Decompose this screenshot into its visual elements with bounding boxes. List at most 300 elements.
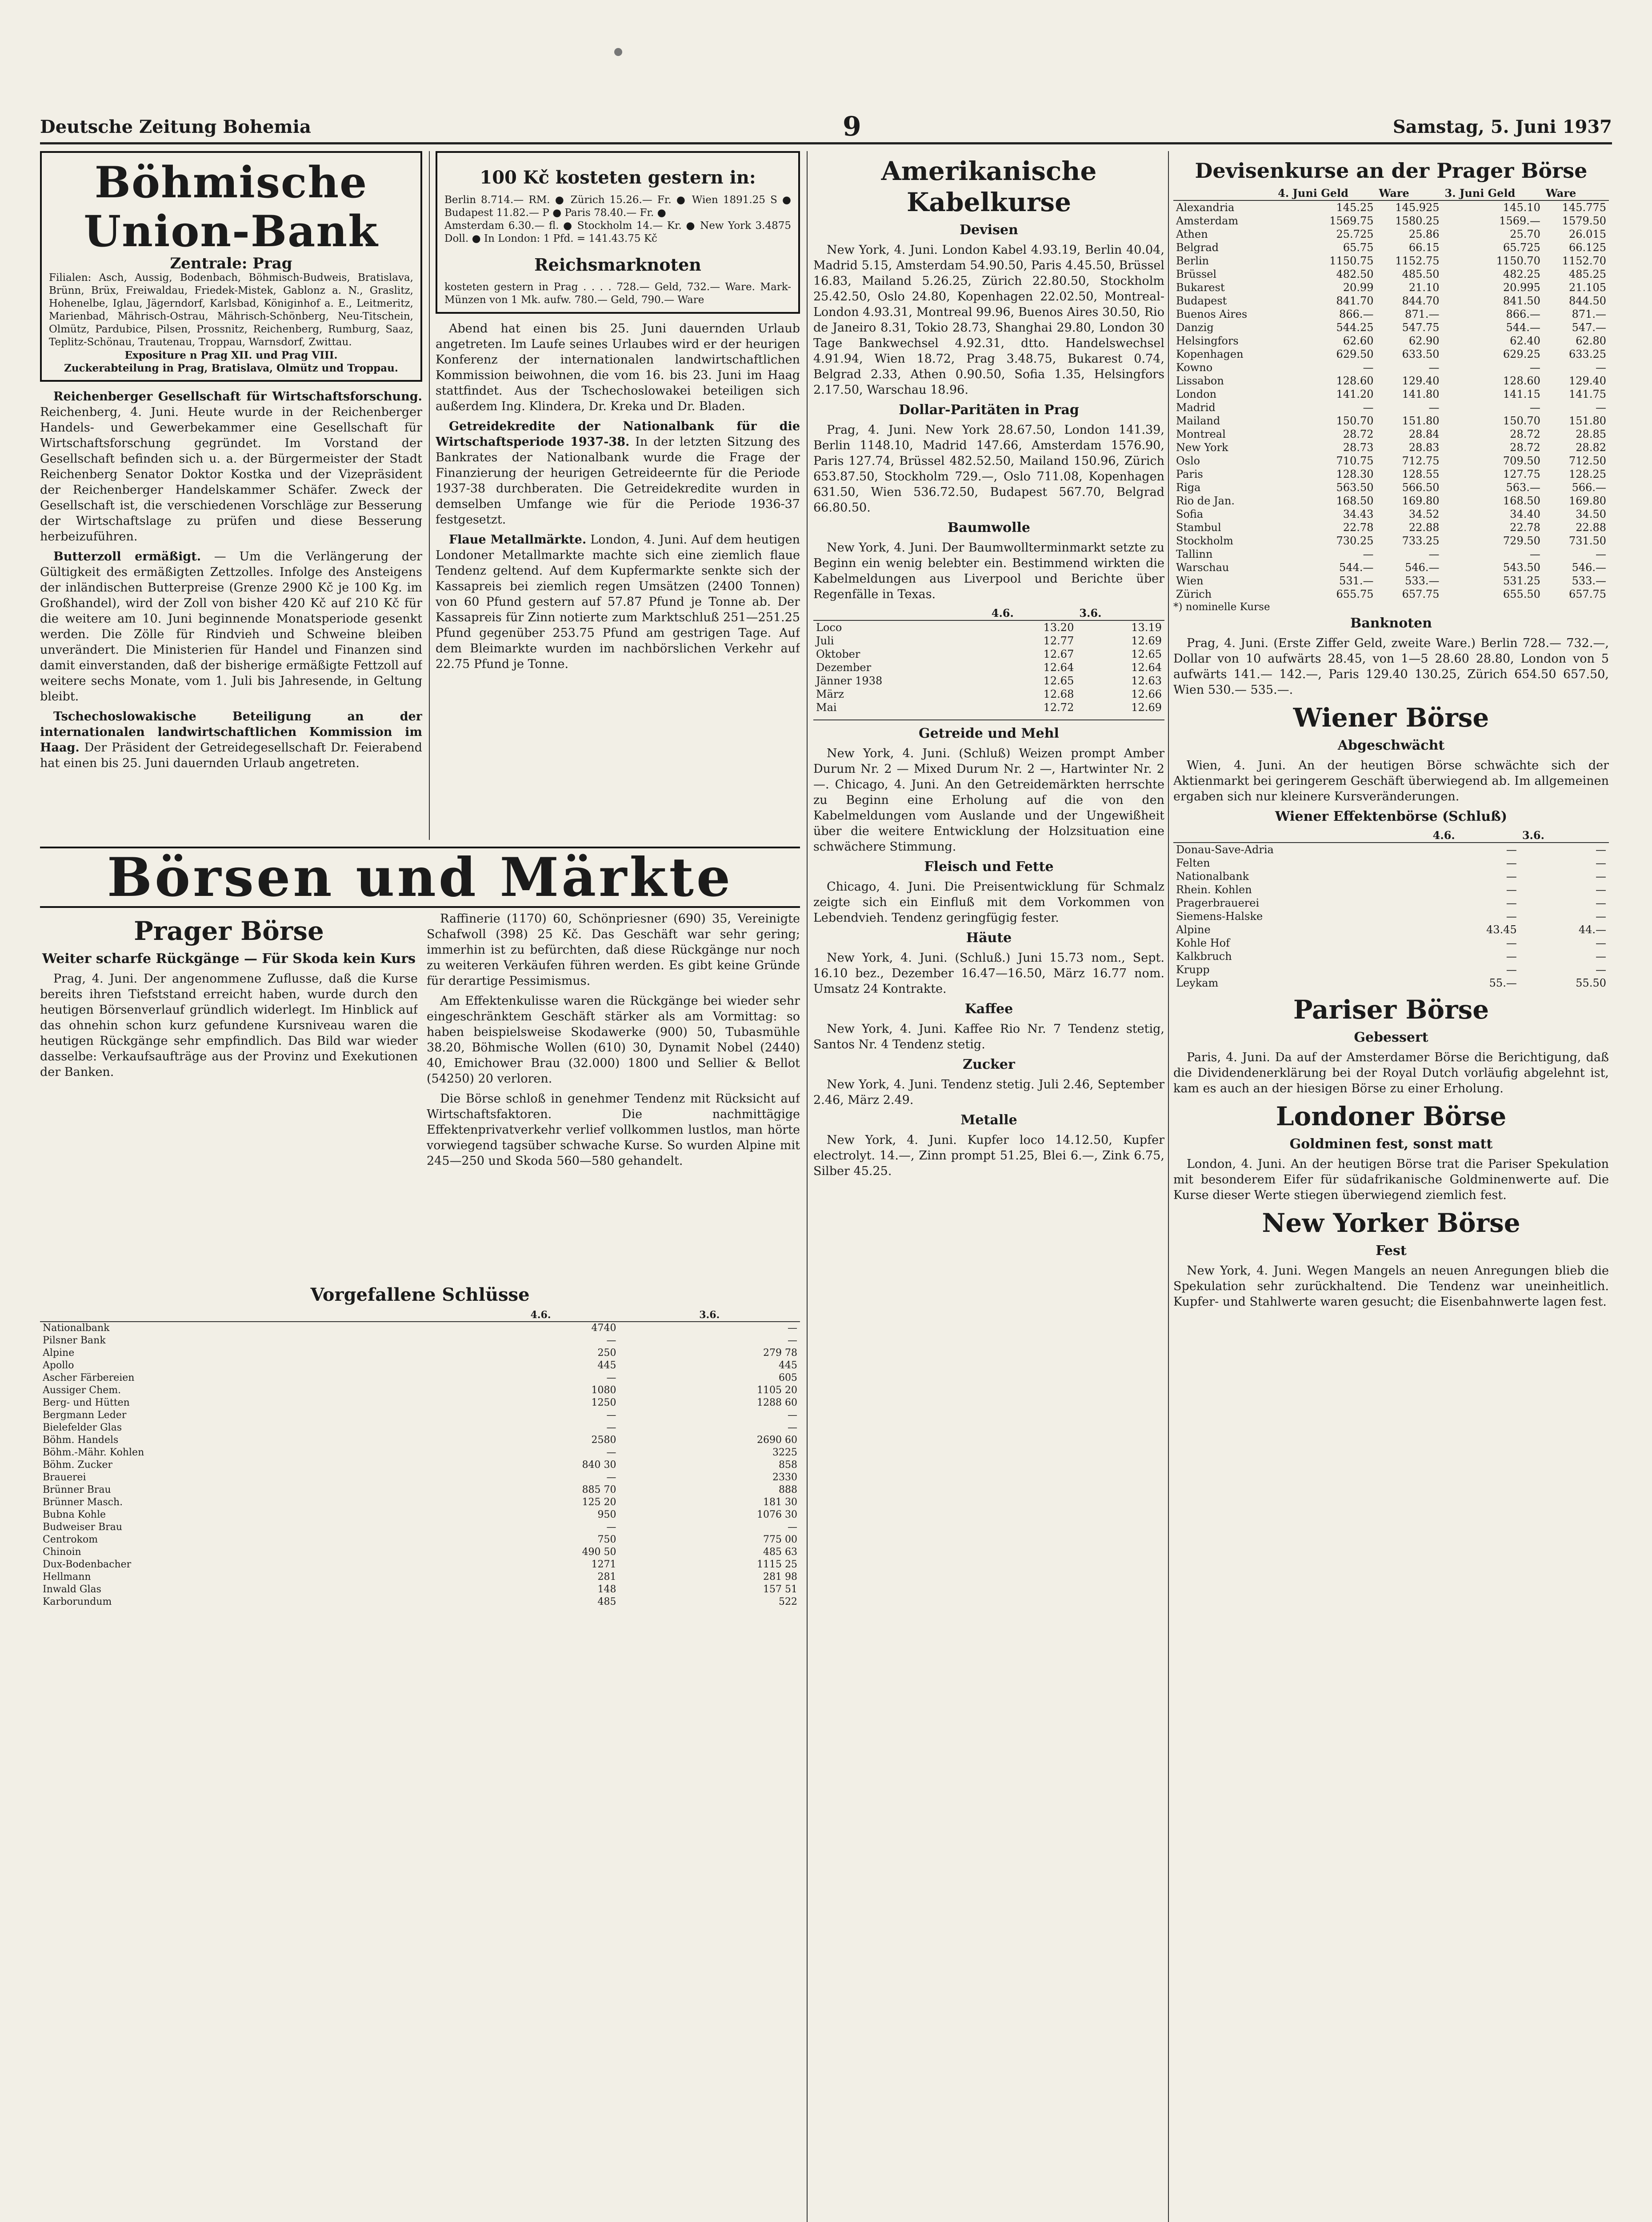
table-row	[1173, 241, 1609, 254]
table-row	[1173, 963, 1609, 976]
table-cell: 250	[597, 1347, 616, 1359]
table-title: Vorgefallene Schlüsse	[310, 1284, 530, 1305]
table-cell: London	[1176, 388, 1217, 400]
table-cell: 1076 30	[757, 1509, 797, 1520]
table-cell: —	[1596, 910, 1606, 923]
table-cell: —	[1596, 963, 1606, 976]
table-cell: Böhm.-Mähr. Kohlen	[43, 1447, 144, 1458]
table-cell: Zürich	[1176, 588, 1212, 600]
table-cell: Rhein. Kohlen	[1176, 883, 1252, 896]
table-cell: 633.25	[1569, 348, 1606, 360]
table-cell: 1569.—	[1499, 215, 1540, 227]
article-paragraph: Raffinerie (1170) 60, Schönpriesner (690) 35, Vereinigte Schafwoll (398) 25 Kč. Das Geschäft war sehr gering; immerhin ist zu befürchten, daß diese Rückgänge nur noch zu weiteren Verkäufen führen werden. Es gibt keine Gründe für derartige Pessimismus.	[427, 912, 800, 988]
table-cell: 1580.25	[1395, 215, 1440, 227]
table-cell: Aussiger Chem.	[43, 1385, 121, 1396]
table-cell: —	[1506, 937, 1517, 949]
table-cell: Böhm. Zucker	[43, 1459, 113, 1471]
table-cell: —	[1363, 548, 1374, 560]
table-cell: 866.—	[1339, 308, 1374, 320]
table-cell: —	[1596, 897, 1606, 909]
table-cell: 2690 60	[757, 1435, 797, 1446]
column-rule	[1168, 151, 1169, 2222]
reichsmark-text: kosteten gestern in Prag . . . . 728.— Geld, 732.— Ware. Mark-Münzen von 1 Mk. aufw. 780.— Geld, 790.— Ware	[444, 281, 791, 306]
london-head: Londoner Börse	[1276, 1101, 1507, 1131]
table-cell: 66.15	[1408, 241, 1440, 254]
table-cell: 750	[597, 1534, 616, 1545]
nyb-head: New Yorker Börse	[1262, 1208, 1520, 1238]
table-cell: 151.80	[1569, 415, 1606, 427]
table-cell: 1569.75	[1329, 215, 1374, 227]
column-2	[436, 151, 800, 840]
bank-ad-zucker: Zuckerabteilung in Prag, Bratislava, Olmütz und Troppau.	[64, 362, 398, 374]
baumwolle-head: Baumwolle	[947, 520, 1031, 536]
table-row	[813, 687, 1164, 701]
table-cell: 1288 60	[757, 1397, 797, 1408]
table-cell: —	[1506, 857, 1517, 869]
table-row	[1173, 870, 1609, 883]
table-cell: Dux-Bodenbacher	[43, 1559, 132, 1570]
table-row	[40, 1384, 800, 1397]
table-cell: Montreal	[1176, 428, 1226, 440]
currency-table	[1173, 187, 1609, 601]
article-paragraph: Prag, 4. Juni. (Erste Ziffer Geld, zweite Ware.) Berlin 728.— 732.—, Dollar von 10 aufwärts 28.45, von 1—5 28.60 28.80, London von 5 aufwärts 141.— 142.—, Paris 129.40 130.25, Zürich 654.50 657.50, Wien 530.— 535.—.	[1173, 636, 1609, 697]
table-cell: 531.—	[1339, 575, 1374, 587]
table-cell: Krupp	[1176, 963, 1210, 976]
table-row	[40, 1546, 800, 1559]
table-row	[813, 701, 1164, 714]
table-cell: Böhm. Handels	[43, 1435, 119, 1446]
table-row	[1173, 334, 1609, 348]
table-cell: Kopenhagen	[1176, 348, 1244, 360]
table-row	[40, 1347, 800, 1359]
table-cell: 150.70	[1503, 415, 1540, 427]
kabelkurse-head: Amerikanische Kabelkurse	[881, 156, 1097, 217]
table-cell: 547.—	[1572, 321, 1606, 334]
article-paragraph: Chicago, 4. Juni. Die Preisentwicklung für Schmalz zeigte sich ein Einfluß mit dem Vorkommen von Lebendvieh. Tendenz geringfügig fester.	[813, 880, 1164, 925]
table-row	[40, 1583, 800, 1596]
table-cell: —	[1596, 843, 1606, 856]
article-paragraph: Am Effektenkulisse waren die Rückgänge bei wieder sehr eingeschränktem Geschäft stärker als am Vormittag: so haben beispielsweise Skodawerke (900) 50, Tubasmühle 38.20, Böhmische Wollen (610) 30, Dynamit Nobel (2440) 40, Emichower Brau (32.000) 1800 und Sellier & Bellot (54250) 20 verloren.	[427, 994, 800, 1086]
table-cell: 1579.50	[1562, 215, 1606, 227]
table-cell: 490 50	[582, 1547, 616, 1558]
table-row	[40, 1571, 800, 1583]
table-cell: 871.—	[1405, 308, 1440, 320]
table-row	[40, 1559, 800, 1571]
table-header-cell	[40, 1309, 463, 1322]
bank-ad-title: Böhmische Union-Bank	[84, 157, 379, 256]
column-1	[40, 151, 422, 840]
table-row	[40, 1496, 800, 1509]
table-cell: 733.25	[1402, 535, 1440, 547]
table-row	[40, 1471, 800, 1484]
table-cell: 1250	[591, 1397, 616, 1408]
table-cell: 25.70	[1510, 228, 1540, 240]
table-cell: Budapest	[1176, 295, 1227, 307]
table-cell: Apollo	[43, 1360, 74, 1371]
table-cell: Warschau	[1176, 561, 1229, 574]
table-cell: —	[1596, 548, 1606, 560]
kabelkurse-sub: Devisen	[960, 222, 1018, 238]
table-cell: 22.88	[1576, 521, 1606, 534]
table-cell: Mai	[816, 701, 837, 714]
table-cell: 20.995	[1503, 281, 1540, 294]
table-row	[1173, 468, 1609, 481]
table-cell: 1080	[591, 1385, 616, 1396]
table-cell: —	[606, 1335, 616, 1346]
table-cell: 141.20	[1336, 388, 1374, 400]
table-row	[813, 674, 1164, 687]
getreide-head: Getreide und Mehl	[919, 726, 1059, 741]
table-cell: 844.50	[1569, 295, 1606, 307]
table-cell: Sofia	[1176, 508, 1204, 520]
table-cell: 12.68	[1043, 688, 1074, 700]
masthead	[40, 111, 1612, 144]
table-cell: 281 98	[763, 1571, 797, 1583]
table-cell: 44.—	[1578, 923, 1606, 936]
table-cell: Buenos Aires	[1176, 308, 1248, 320]
table-cell: Madrid	[1176, 401, 1216, 414]
table-cell: —	[1596, 361, 1606, 374]
table-cell: 4740	[591, 1323, 616, 1334]
table-cell: 533.—	[1572, 575, 1606, 587]
table-row	[40, 1422, 800, 1434]
table-cell: 629.50	[1336, 348, 1374, 360]
table-cell: —	[1596, 937, 1606, 949]
article-paragraph: Reichenberger Gesellschaft für Wirtschaftsforschung. Reichenberg, 4. Juni. Heute wurde in der Reichenberger Handels- und Gewerbekammer eine Gesellschaft für Wirtschaftsforschung gegründet. Im Vorstand der Gesellschaft befinden sich u. a. der Bürgermeister der Stadt Reichenberg Senator Doktor Kostka und der Vizepräsident der Reichenberger Handelskammer Schäfer. Zweck der Gesellschaft ist, die verschiedenen Vorschläge zur Besserung der Wirtschaftslage zu prüfen und diese Besserung herbeizuführen.	[40, 390, 422, 544]
table-cell: 522	[779, 1596, 797, 1607]
table-header-cell: 3.6.	[619, 1309, 800, 1322]
table-cell: Ascher Färbereien	[43, 1372, 135, 1383]
table-header-cell: Ware	[1376, 187, 1442, 200]
table-cell: Belgrad	[1176, 241, 1219, 254]
table-row	[813, 634, 1164, 647]
table-cell: —	[1506, 950, 1517, 963]
table-cell: Nationalbank	[43, 1323, 110, 1334]
table-cell: 28.85	[1576, 428, 1606, 440]
table-cell: Budweiser Brau	[43, 1522, 123, 1533]
table-cell: —	[1529, 361, 1540, 374]
table-cell: 445	[597, 1360, 616, 1371]
effekten-table	[1173, 829, 1609, 990]
table-cell: 128.60	[1336, 375, 1374, 387]
dollar-head: Dollar-Paritäten in Prag	[899, 402, 1079, 418]
table-cell: 730.25	[1336, 535, 1374, 547]
table-cell: Juli	[816, 635, 834, 647]
bank-ad-branches: Filialen: Asch, Aussig, Bodenbach, Böhmisch-Budweis, Bratislava, Brünn, Brüx, Freiwaldau, Friedek-Mistek, Gablonz a. N., Graslitz, Hohenelbe, Iglau, Jägerndorf, Karlsbad, Königinhof a. E., Leitmeritz, Marienbad, Mährisch-Ostrau, Mährisch-Schönberg, Neu-Titschein, Olmütz, Pardubice, Pilsen, Prossnitz, Reichenberg, Rumburg, Saaz, Teplitz-Schönau, Trautenau, Troppau, Warnsdorf, Zwittau.	[49, 272, 413, 348]
table-row	[1173, 281, 1609, 294]
table-cell: —	[1529, 401, 1540, 414]
wiener-sub: Abgeschwächt	[1337, 738, 1445, 753]
table-cell: Bubna Kohle	[43, 1509, 106, 1520]
stock-table	[40, 1309, 800, 1608]
table-cell: 62.90	[1408, 335, 1440, 347]
article-paragraph: New York, 4. Juni. (Schluß) Weizen prompt Amber Durum Nr. 2 — Mixed Durum Nr. 2 —, Hartwinter Nr. 2 —. Chicago, 4. Juni. An den Getreidemärkten herrschte zu Beginn eine Erholung auf die von den Kabelmeldungen vom Auslande und der Ungewißheit über die weitere Entwicklung der Holzsituation eine schwächere Stimmung.	[813, 747, 1164, 854]
table-cell: Kalkbruch	[1176, 950, 1232, 963]
table-cell: Dezember	[816, 661, 872, 674]
table-cell: —	[1596, 401, 1606, 414]
masthead-date: Samstag, 5. Juni 1937	[1392, 116, 1612, 137]
table-cell: Lissabon	[1176, 375, 1224, 387]
table-cell: Bielefelder Glas	[43, 1422, 122, 1433]
table-cell: Berlin	[1176, 255, 1209, 267]
table-cell: 21.105	[1569, 281, 1606, 294]
table-cell: 1152.75	[1395, 255, 1440, 267]
table-cell: 485	[597, 1596, 616, 1607]
london-sub: Goldminen fest, sonst matt	[1289, 1136, 1493, 1152]
table-cell: Mailand	[1176, 415, 1220, 427]
table-cell: —	[788, 1323, 797, 1334]
table-cell: 62.60	[1343, 335, 1374, 347]
table-cell: 28.83	[1408, 441, 1440, 454]
table-cell: 145.10	[1503, 201, 1540, 214]
table-cell: 546.—	[1572, 561, 1606, 574]
table-row	[1173, 843, 1609, 856]
table-cell: Bergmann Leder	[43, 1410, 127, 1421]
table-cell: 20.99	[1343, 281, 1374, 294]
table-cell: 3225	[772, 1447, 797, 1458]
table-cell: Inwald Glas	[43, 1584, 101, 1595]
table-row	[813, 620, 1164, 634]
table-cell: —	[1506, 910, 1517, 923]
table-cell: Rio de Jan.	[1176, 495, 1235, 507]
table-row	[40, 1434, 800, 1447]
wiener-head: Wiener Börse	[1293, 703, 1489, 733]
table-cell: 66.125	[1569, 241, 1606, 254]
article-paragraph: Die Börse schloß in genehmer Tendenz mit Rücksicht auf Wirtschaftsfaktoren. Die nachmittägige Effektenprivatverkehr verlief vollkommen lustlos, man hörte vorwiegend tagsüber schwache Kurse. So wurden Alpine mit 245—250 und Skoda 560—580 gehandelt.	[427, 1092, 800, 1168]
effekten-head: Wiener Effektenbörse (Schluß)	[1275, 809, 1508, 824]
table-header-cell	[1173, 829, 1430, 843]
table-cell: Amsterdam	[1176, 215, 1239, 227]
table-cell: 840 30	[582, 1459, 616, 1471]
table-cell: Hellmann	[43, 1571, 91, 1583]
table-cell: 13.20	[1043, 621, 1074, 634]
table-cell: 12.67	[1043, 648, 1074, 660]
table-row	[1173, 494, 1609, 508]
cotton-table	[813, 607, 1164, 714]
table-cell: Athen	[1176, 228, 1208, 240]
table-cell: 844.70	[1402, 295, 1440, 307]
table-cell: Alpine	[1176, 923, 1211, 936]
article-paragraph: Paris, 4. Juni. Da auf der Amsterdamer Börse die Berichtigung, daß die Dividendenerklärung bei der Royal Dutch vorläufig abgelehnt ist, kam es auch an der hiesigen Börse zu einer Erholung.	[1173, 1051, 1609, 1095]
zucker-head: Zucker	[963, 1057, 1015, 1072]
table-cell: —	[606, 1447, 616, 1458]
article-paragraph: New York, 4. Juni. London Kabel 4.93.19, Berlin 40.04, Madrid 5.15, Amsterdam 54.90.50, Paris 4.45.50, Brüssel 16.83, Mailand 5.26.25, Zürich 22.80.50, Stockholm 25.42.50, Oslo 24.80, Kopenhagen 22.02.50, Montreal-London 4.93.31, Montreal 99.96, Buenos Aires 30.50, Rio de Janeiro 8.31, Tokio 28.73, Shanghai 29.80, London 30 Tage Bankwechsel 4.92.31, dtto. Handelswechsel 4.91.94, Wien 18.72, Prag 3.48.75, Bukarest 0.74, Belgrad 2.33, Athen 0.90.50, Sofia 1.35, Helsingfors 2.17.50, Warschau 18.96.	[813, 243, 1164, 397]
table-row	[1173, 896, 1609, 910]
table-cell: Bukarest	[1176, 281, 1225, 294]
table-cell: 141.15	[1503, 388, 1540, 400]
table-cell: Brüssel	[1176, 268, 1217, 280]
prager-head: Prager Börse	[134, 916, 324, 946]
table-cell: 657.75	[1569, 588, 1606, 600]
table-cell: 181 30	[763, 1497, 797, 1508]
table-row	[1173, 910, 1609, 923]
table-cell: Berg- und Hütten	[43, 1397, 130, 1408]
article-paragraph: New York, 4. Juni. Kaffee Rio Nr. 7 Tendenz stetig, Santos Nr. 4 Tendenz stetig.	[813, 1022, 1164, 1051]
table-row	[40, 1397, 800, 1409]
column-rule	[807, 151, 808, 2222]
table-cell: 25.725	[1336, 228, 1374, 240]
table-row	[1173, 374, 1609, 388]
table-cell: 1115 25	[757, 1559, 797, 1570]
devisenkurse-head: Devisenkurse an der Prager Börse	[1195, 159, 1588, 183]
table-cell: 141.80	[1402, 388, 1440, 400]
table-cell: 775 00	[763, 1534, 797, 1545]
table-cell: 543.50	[1503, 561, 1540, 574]
table-cell: Wien	[1176, 575, 1204, 587]
reichsmark-head: Reichsmarknoten	[534, 255, 701, 275]
table-cell: 1271	[591, 1559, 616, 1570]
table-cell: 55.50	[1576, 977, 1606, 989]
table-cell: 22.88	[1408, 521, 1440, 534]
table-cell: 125 20	[582, 1497, 616, 1508]
table-header-cell: 3.6.	[1076, 607, 1164, 620]
table-cell: 21.10	[1408, 281, 1440, 294]
haute-head: Häute	[966, 930, 1012, 946]
table-row	[1173, 321, 1609, 334]
table-cell: 62.80	[1576, 335, 1606, 347]
column-4	[1173, 151, 1609, 2222]
table-cell: —	[606, 1472, 616, 1483]
table-cell: 712.50	[1569, 455, 1606, 467]
table-cell: —	[1506, 963, 1517, 976]
article-paragraph: Abend hat einen bis 25. Juni dauernden Urlaub angetreten. Im Laufe seines Urlaubes wird er der heurigen Konferenz der internationalen landwirtschaftlichen Kommission beiwohnen, die vom 16. bis 23. Juni im Haag stattfindet. Aus der Tschechoslowakei beteiligen sich außerdem Ing. Klindera, Dr. Kreka und Dr. Bladen.	[436, 322, 800, 413]
table-cell: —	[606, 1422, 616, 1433]
bank-ad-expositur: Expositure n Prag XII. und Prag VIII.	[124, 349, 338, 361]
table-header-cell	[1173, 187, 1275, 200]
table-cell: —	[788, 1335, 797, 1346]
article-paragraph: New York, 4. Juni. Der Baumwollterminmarkt setzte zu Beginn ein wenig belebter ein. Bestimmend wirkten die Kabelmeldungen aus Liverpool und Berichte über Regenfälle in Texas.	[813, 541, 1164, 601]
table-row	[1173, 950, 1609, 963]
masthead-paper-name: Deutsche Zeitung Bohemia	[40, 116, 311, 137]
table-row	[40, 1484, 800, 1496]
table-row	[1173, 976, 1609, 990]
article-paragraph: London, 4. Juni. An der heutigen Börse trat die Pariser Spekulation mit besonderem Eifer für südafrikanische Goldminenwerte auf. Die Kurse dieser Werte stiegen überwiegend ziemlich fest.	[1173, 1157, 1609, 1202]
table-cell: März	[816, 688, 844, 700]
table-cell: 141.75	[1569, 388, 1606, 400]
table-header-cell: 3. Juni Geld	[1442, 187, 1543, 200]
table-row	[1173, 401, 1609, 414]
article-paragraph: Tschechoslowakische Beteiligung an der internationalen landwirtschaftlichen Kommission im Haag. Der Präsident der Getreidegesellschaft Dr. Feierabend hat einen bis 25. Juni dauernden Urlaub angetreten.	[40, 710, 422, 770]
table-cell: 1150.75	[1329, 255, 1374, 267]
table-cell: Brauerei	[43, 1472, 86, 1483]
nyb-sub: Fest	[1376, 1243, 1407, 1259]
paris-sub: Gebessert	[1354, 1030, 1428, 1045]
table-row	[1173, 521, 1609, 534]
table-cell: 128.25	[1569, 468, 1606, 480]
table-cell: Oktober	[816, 648, 860, 660]
table-cell: 28.73	[1343, 441, 1374, 454]
table-header-cell: 4.6.	[1430, 829, 1520, 843]
table-row	[1173, 587, 1609, 601]
table-cell: 12.65	[1043, 675, 1074, 687]
closing-prices-table	[40, 1284, 800, 1608]
table-cell: 12.64	[1131, 661, 1162, 674]
table-cell: 145.925	[1395, 201, 1440, 214]
table-cell: 1105 20	[757, 1385, 797, 1396]
table-row	[1173, 214, 1609, 228]
table-cell: New York	[1176, 441, 1228, 454]
table-cell: 34.40	[1510, 508, 1540, 520]
table-row	[1173, 388, 1609, 401]
table-row	[40, 1534, 800, 1546]
punch-hole-mark	[614, 48, 622, 56]
table-row	[1173, 856, 1609, 870]
table-row	[1173, 441, 1609, 454]
table-cell: 12.63	[1131, 675, 1162, 687]
table-cell: Chinoin	[43, 1547, 81, 1558]
table-cell: 841.70	[1336, 295, 1374, 307]
table-cell: 531.25	[1503, 575, 1540, 587]
table-cell: 888	[779, 1484, 797, 1495]
table-cell: 28.82	[1576, 441, 1606, 454]
table-row	[813, 647, 1164, 661]
prager-sub: Weiter scharfe Rückgänge — Für Skoda kein Kurs	[42, 951, 416, 967]
exchange-box-head: 100 Kč kosteten gestern in:	[480, 167, 756, 188]
table-cell: 2580	[591, 1435, 616, 1446]
table-cell: 544.—	[1339, 561, 1374, 574]
table-cell: —	[788, 1410, 797, 1421]
table-cell: 168.50	[1336, 495, 1374, 507]
table-cell: 1150.70	[1496, 255, 1540, 267]
table-row	[1173, 936, 1609, 950]
table-cell: 544.—	[1506, 321, 1540, 334]
table-cell: 482.50	[1336, 268, 1374, 280]
table-cell: —	[1596, 950, 1606, 963]
table-cell: 25.86	[1408, 228, 1440, 240]
table-row	[1173, 414, 1609, 428]
table-row	[813, 661, 1164, 674]
article-paragraph: Prag, 4. Juni. Der angenommene Zuflusse, daß die Kurse bereits ihren Tiefststand erreicht haben, wurde durch den heutigen Börsenverlauf gründlich widerlegt. Im Hinblick auf das ohnehin schon kurz gefundene Kursniveau waren die heutigen Rückgänge sehr empfindlich. Das Bild war wieder dasselbe: Verkaufsaufträge aus der Provinz und Exekutionen der Banken.	[40, 972, 418, 1079]
table-row	[1173, 308, 1609, 321]
article-paragraph: New York, 4. Juni. Kupfer loco 14.12.50, Kupfer electrolyt. 14.—, Zinn prompt 51.25, Blei 6.—, Zink 6.75, Silber 45.25.	[813, 1133, 1164, 1178]
table-cell: Brünner Masch.	[43, 1497, 123, 1508]
table-cell: 129.40	[1569, 375, 1606, 387]
table-note: *) nominelle Kurse	[1173, 601, 1270, 613]
table-header-cell: Ware	[1543, 187, 1609, 200]
fleisch-head: Fleisch und Fette	[924, 859, 1054, 875]
table-cell: 281	[597, 1571, 616, 1583]
bank-ad-subtitle: Zentrale: Prag	[170, 255, 292, 272]
table-cell: 2330	[772, 1472, 797, 1483]
table-row	[40, 1335, 800, 1347]
table-row	[1173, 548, 1609, 561]
divider	[813, 719, 1164, 720]
table-cell: 65.75	[1343, 241, 1374, 254]
table-cell: 62.40	[1510, 335, 1540, 347]
table-cell: —	[788, 1522, 797, 1533]
table-cell: 563.—	[1506, 481, 1540, 494]
table-cell: 485.25	[1569, 268, 1606, 280]
article-paragraph: Wien, 4. Juni. An der heutigen Börse schwächte sich der Aktienmarkt bei geringerem Geschäft überwiegend ab. Im allgemeinen ergaben sich nur kleinere Kursveränderungen.	[1173, 759, 1609, 803]
table-cell: Pilsner Bank	[43, 1335, 106, 1346]
table-cell: 157 51	[763, 1584, 797, 1595]
table-cell: Leykam	[1176, 977, 1219, 989]
table-cell: Alpine	[43, 1347, 75, 1359]
table-row	[1173, 228, 1609, 241]
table-cell: 482.25	[1503, 268, 1540, 280]
table-cell: Alexandria	[1176, 201, 1235, 214]
table-row	[40, 1509, 800, 1521]
table-cell: 128.60	[1503, 375, 1540, 387]
table-cell: 533.—	[1405, 575, 1440, 587]
table-cell: 28.72	[1510, 428, 1540, 440]
exchange-box	[436, 151, 800, 314]
table-row	[40, 1372, 800, 1384]
article-paragraph: New York, 4. Juni. Wegen Mangels an neuen Anregungen blieb die Spekulation sehr zurückhaltend. Die Tendenz war uneinheitlich. Kupfer- und Stahlwerte waren gesucht; die Eisenbahnwerte lagen fest.	[1173, 1264, 1609, 1309]
table-cell: 1152.70	[1562, 255, 1606, 267]
table-cell: 729.50	[1503, 535, 1540, 547]
column-3	[813, 151, 1164, 2222]
